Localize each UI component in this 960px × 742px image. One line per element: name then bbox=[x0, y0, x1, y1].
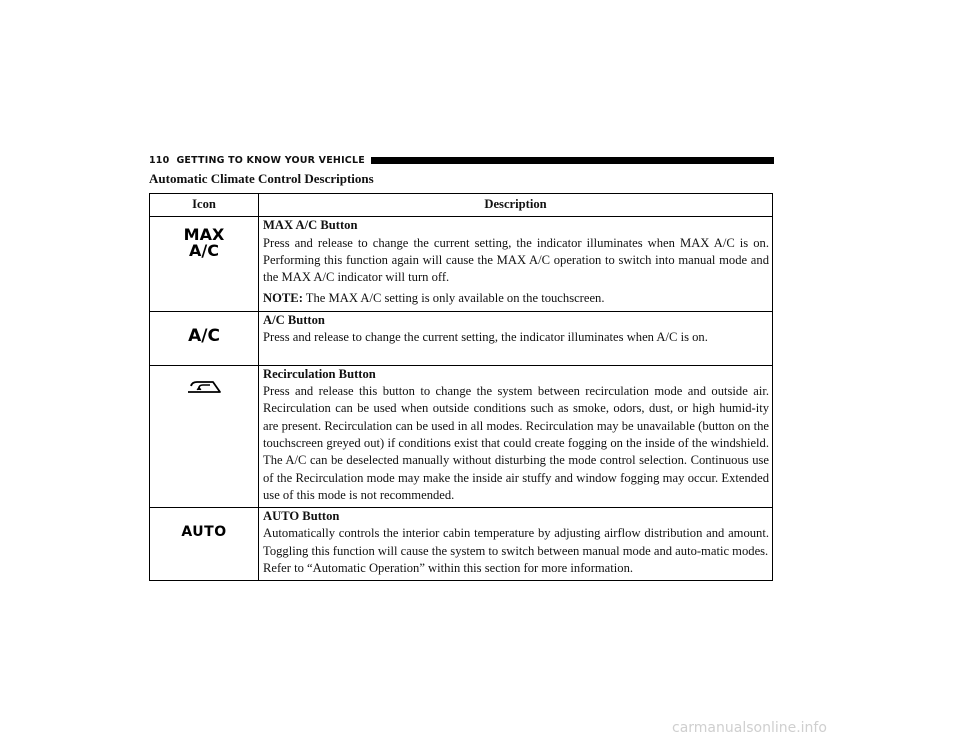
icon-cell bbox=[150, 508, 259, 581]
max-ac-icon-line1: MAX bbox=[183, 225, 225, 245]
row-note bbox=[263, 290, 769, 307]
row-body: Press and release to change the current setting, the indicator illuminates when A/C is on. bbox=[263, 330, 708, 345]
row-body: Press and release this button to change the system between recirculation mode and outside air. Recirculation can be used when outside conditions such as smoke, odors, dust, or high humid-ity are present. Recirculation can be used in all modes. Recirculation may be unavailable (button on the touchscreen greyed out) if conditions exist that could create fogging on the inside of the windshield. The A/C can be deselected manually without disturbing the mode control selection. Continuous use of the Recirculation mode may make the inside air stuffy and window fogging may occur. Extended use of this mode is not recommended. bbox=[263, 384, 769, 502]
table-row bbox=[150, 311, 773, 365]
ac-icon: A/C bbox=[188, 325, 220, 346]
row-heading: Recirculation Button bbox=[263, 366, 376, 381]
description-cell bbox=[259, 508, 773, 581]
note-label: NOTE: bbox=[263, 291, 303, 306]
watermark: carmanualsonline.info bbox=[672, 720, 827, 736]
max-ac-icon-line2: A/C bbox=[189, 241, 219, 261]
row-body: Press and release to change the current setting, the indicator illuminates when MAX A/C is on. Performing this function again will cause the MAX A/C operation to switch into manual mode and the MAX A/C indicator will turn off. bbox=[263, 235, 769, 285]
icon-cell bbox=[150, 365, 259, 507]
page-title: Automatic Climate Control Descriptions bbox=[149, 171, 374, 186]
table-header-row bbox=[150, 194, 773, 217]
header-rule bbox=[371, 157, 774, 164]
column-header-icon: Icon bbox=[150, 194, 259, 217]
description-cell bbox=[259, 365, 773, 507]
section-title: GETTING TO KNOW YOUR VEHICLE bbox=[176, 154, 365, 166]
row-heading: A/C Button bbox=[263, 312, 325, 327]
climate-control-table bbox=[149, 193, 773, 581]
page-header bbox=[149, 154, 774, 166]
table-row bbox=[150, 508, 773, 581]
row-body-2: Refer to “Automatic Operation” within this section for more information. bbox=[263, 561, 634, 576]
note-text: The MAX A/C setting is only available on the touchscreen. bbox=[302, 291, 605, 306]
icon-cell bbox=[150, 311, 259, 365]
auto-icon: AUTO bbox=[181, 524, 227, 541]
description-cell bbox=[259, 311, 773, 365]
row-heading: AUTO Button bbox=[263, 509, 340, 524]
page-number: 110 bbox=[149, 154, 170, 166]
icon-cell bbox=[150, 217, 259, 311]
row-heading: MAX A/C Button bbox=[263, 218, 358, 233]
column-header-description: Description bbox=[259, 194, 773, 217]
max-ac-icon bbox=[184, 227, 225, 259]
table-row bbox=[150, 217, 773, 311]
table-row bbox=[150, 365, 773, 507]
recirculation-icon bbox=[185, 379, 223, 400]
description-cell bbox=[259, 217, 773, 311]
row-body: Automatically controls the interior cabin temperature by adjusting airflow distribution and amount. Toggling this function will cause the system to switch between manual mode and auto-matic modes. bbox=[263, 526, 769, 558]
